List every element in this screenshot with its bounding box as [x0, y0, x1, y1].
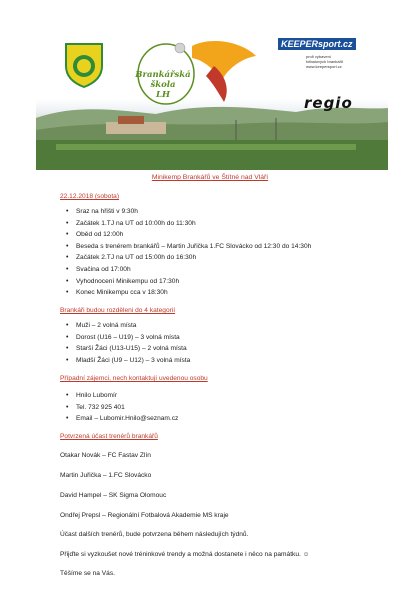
- list-item: • Začátek 1.TJ na UT od 10:00h do 11:30h: [60, 218, 311, 230]
- school-name-line: škola: [150, 80, 176, 90]
- keepersport-tagline: [306, 54, 374, 69]
- list-item: • Začátek 2.TJ na UT od 15:00h do 16:30h: [60, 252, 311, 264]
- keepersport-brand: KEEPERsport.cz: [278, 38, 356, 50]
- school-name-line: LH: [155, 90, 170, 100]
- goalkeeper-school-name: [134, 70, 192, 100]
- contact-list: [60, 390, 178, 425]
- contact-heading: Případní zájemci, nech kontaktují uvedenou osobu: [60, 375, 208, 382]
- info-line: Přijďte si vyzkoušet nové tréninkové trendy a možná dostanete i něco na památku. ☺: [60, 551, 310, 558]
- info-line: Účast dalších trenérů, bude potvrzena během následujích týdnů.: [60, 531, 249, 538]
- schedule-heading: 22.12.2018 (sobota): [60, 193, 120, 200]
- trainer-line: David Hampel – SK Sigma Olomouc: [60, 492, 167, 499]
- closing-line: Těšíme se na Vás.: [60, 570, 115, 577]
- regio-logo: regio: [304, 94, 353, 112]
- page-title: Minikemp Brankářů ve Štítné nad Vláří: [151, 174, 269, 181]
- list-item: • Sraz na hřišti v 9:30h: [60, 206, 311, 218]
- trainer-line: Martin Juřička – 1.FC Slovácko: [60, 472, 152, 479]
- list-item: • Hnilo Lubomír: [60, 390, 178, 402]
- list-item: • Beseda s trenérem brankářů – Martin Juřička 1.FC Slovácko od 12:30 do 14:30h: [60, 241, 311, 253]
- keepersport-logo: [278, 34, 374, 69]
- list-item: • Starší Žáci (U13-U15) – 2 volná místa: [60, 343, 190, 355]
- list-item: • Mladší Žáci (U9 – U12) – 3 volná místa: [60, 355, 190, 367]
- keepersport-line: fotbalových brankářů: [306, 59, 344, 64]
- list-item: • Konec Minikempu cca v 18:30h: [60, 287, 311, 299]
- school-name-line: Brankářská: [135, 70, 191, 80]
- categories-heading: Brankáři budou rozděleni do 4 kategorií: [60, 307, 176, 314]
- keepersport-line: profi vybavení: [306, 54, 331, 59]
- list-item: • Vyhodnocení Minikempu od 17:30h: [60, 276, 311, 288]
- trainer-line: Ondřej Prepsl – Regionální Fotbalová Akademie MS kraje: [60, 512, 229, 519]
- trainer-line: Otakar Novák – FC Fastav Zlín: [60, 452, 151, 459]
- list-item: • Oběd od 12:00h: [60, 229, 311, 241]
- list-item: • Dorost (U16 – U19) – 3 volná místa: [60, 332, 190, 344]
- schedule-list: [60, 206, 311, 299]
- list-item: • Email – Lubomir.Hnilo@seznam.cz: [60, 413, 178, 425]
- keepersport-line: www.keepersport.cz: [306, 64, 342, 69]
- list-item: • Svačina od 17:00h: [60, 264, 311, 276]
- list-item: • Muži – 2 volná místa: [60, 320, 190, 332]
- categories-list: [60, 320, 190, 366]
- club-shield-logo: [62, 40, 106, 88]
- trainers-heading: Potvrzená účast trenérů brankářů: [60, 433, 158, 440]
- header-banner: [36, 22, 388, 170]
- list-item: • Tel. 732 925 401: [60, 402, 178, 414]
